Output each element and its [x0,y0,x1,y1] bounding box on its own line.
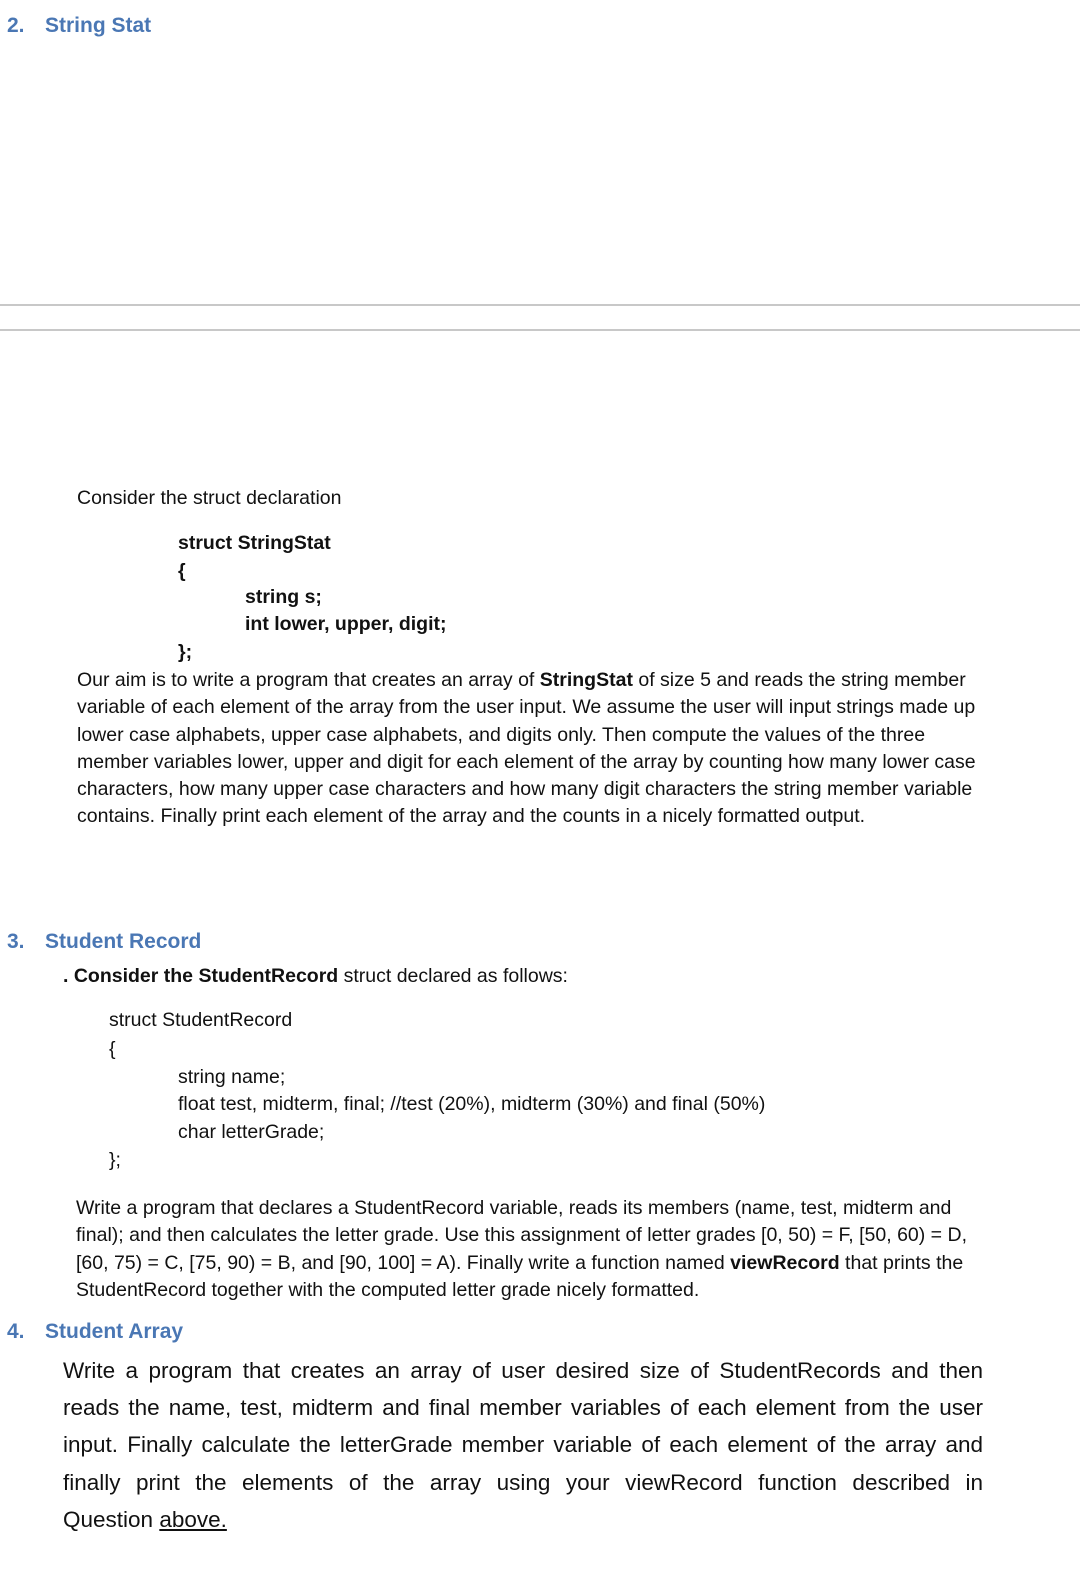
q3-para-text: [60, 75) = C, [75, 90) = B, and [90, 100] = A). Finally write a function named [76,1251,731,1274]
q2-code-open-brace: { [178,560,186,582]
q3-code-open-brace: { [109,1038,116,1060]
q2-number: 2. [7,14,25,37]
q3-code-struct-line: struct StudentRecord [109,1009,293,1031]
q2-code-member-s: string s; [245,586,322,608]
q2-para-line: contains. Finally print each element of the array and the counts in a nicely formatted output. [77,805,866,828]
q3-para-text: that prints the [839,1251,964,1274]
divider-top [0,304,1080,306]
q4-para-underlined-above: above. [159,1506,227,1532]
q3-intro [63,963,568,990]
divider-bottom [0,329,1080,331]
q2-para-line: characters, how many upper case characters and how many digit characters the string member variable [77,778,973,801]
q2-intro: Consider the struct declaration [77,487,342,509]
q2-para-bold-stringstat: StringStat [539,669,633,691]
q4-paragraph [63,1352,983,1538]
q2-paragraph [77,667,976,831]
q4-para-line: input. Finally calculate the letterGrade member variable of each element of the array and [63,1432,983,1458]
q2-para-text: of size 5 and reads the string member [632,669,966,691]
q4-number: 4. [7,1320,25,1343]
q3-code-member-name: string name; [178,1066,286,1088]
q2-code-struct-line: struct StringStat [178,532,331,554]
q2-code-member-counts: int lower, upper, digit; [245,613,447,635]
q3-para-line: Write a program that declares a StudentRecord variable, reads its members (name, test, midterm and [76,1197,952,1219]
q3-intro-text: struct declared as follows: [338,965,568,987]
q4-title: Student Array [45,1320,184,1343]
q4-para-line: Write a program that creates an array of user desired size of StudentRecords and then [63,1358,983,1383]
q3-code-close-brace: }; [109,1149,121,1171]
q3-code-member-grade: char letterGrade; [178,1121,325,1143]
q2-para-line: lower case alphabets, upper case alphabets, and digits only. Then compute the values of the three [77,723,926,746]
q2-code-close-brace: }; [178,641,193,663]
q3-intro-bold-studentrecord: StudentRecord [198,965,339,987]
q2-para-text: Our aim is to write a program that creates an array of [77,669,540,691]
q4-para-text: Question [63,1506,160,1532]
q3-para-bold-viewrecord: viewRecord [730,1251,840,1274]
q3-paragraph [76,1195,967,1304]
q4-para-line: finally print the elements of the array using your viewRecord function described in [63,1469,983,1495]
q3-intro-lead: . Consider the [63,965,199,987]
q3-heading [7,930,201,954]
q3-para-line: final); and then calculates the letter grade. Use this assignment of letter grades [0, 50) = F, [50, 60) = D, [76,1224,967,1247]
q3-para-line: StudentRecord together with the computed letter grade nicely formatted. [76,1278,700,1301]
q2-title: String Stat [45,14,152,37]
q2-para-line: member variables lower, upper and digit for each element of the array by counting how many lower case [77,750,976,773]
q2-para-line: variable of each element of the array from the user input. We assume the user will input strings made up [77,696,976,719]
q4-para-line: reads the name, test, midterm and final member variables of each element from the user [63,1395,983,1421]
q3-title: Student Record [45,930,202,953]
q2-heading [7,14,151,38]
q4-heading [7,1320,183,1344]
q3-code-member-scores: float test, midterm, final; //test (20%), midterm (30%) and final (50%) [178,1093,766,1115]
q3-number: 3. [7,930,25,953]
